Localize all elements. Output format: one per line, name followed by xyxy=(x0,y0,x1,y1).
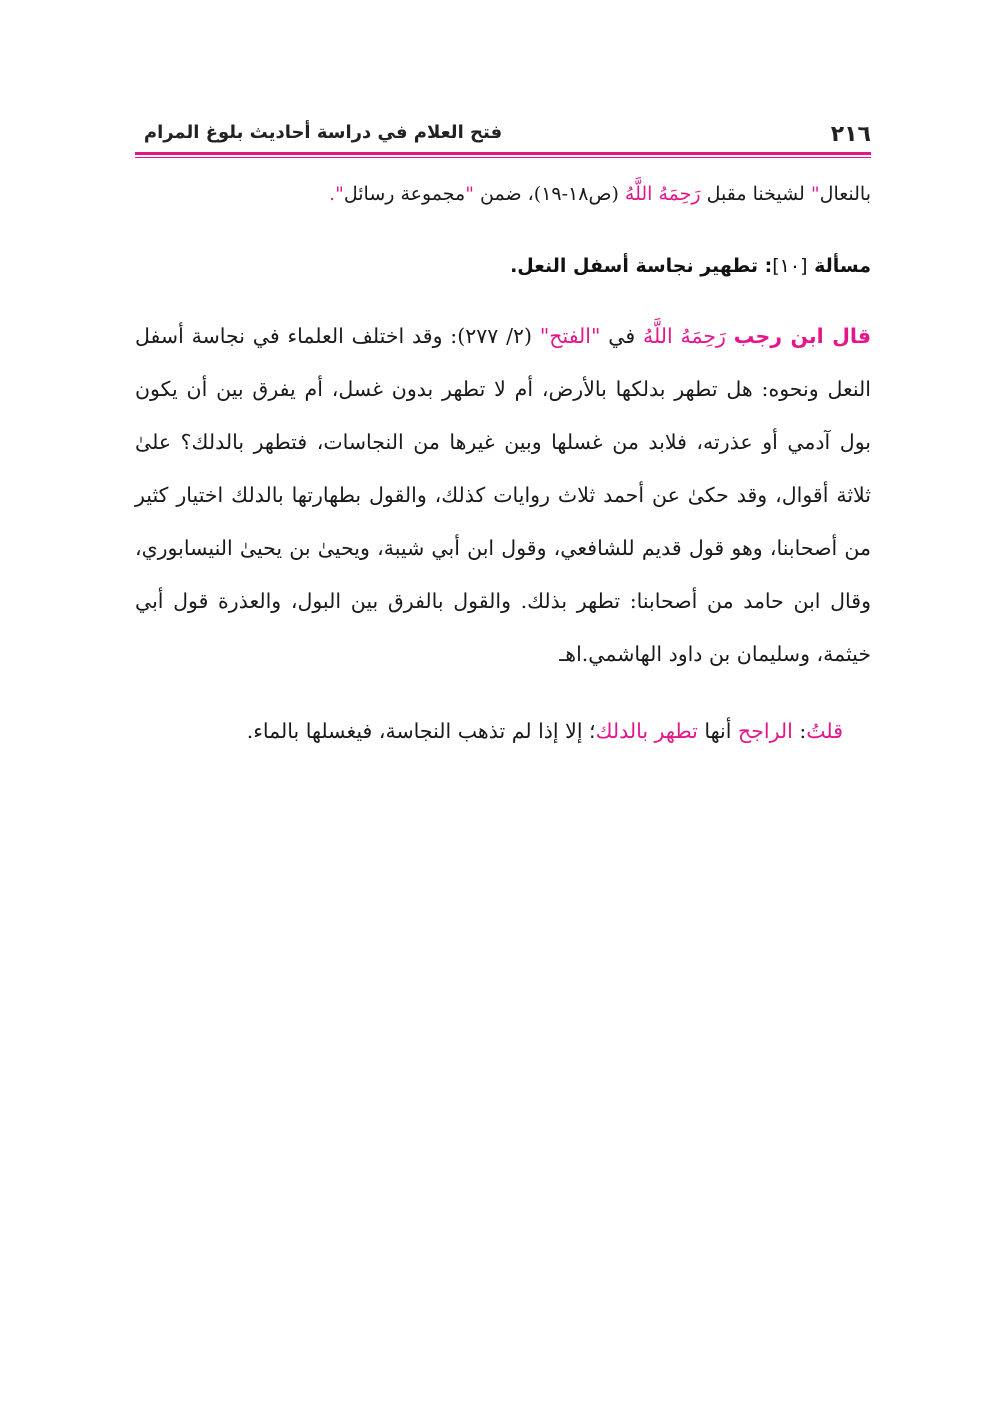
page-header xyxy=(135,118,871,152)
quote-mark-close: " xyxy=(810,183,820,205)
header-rule-thick xyxy=(135,152,871,155)
quote-paragraph xyxy=(135,310,871,681)
quote-text: : وقد اختلف العلماء في نجاسة أسفل النعل ونحوه: هل تطهر بدلكها بالأرض، أم لا تطهر بدون غسل، أم يفرق بين أن يكون بول آدمي أو عذرته، فلابد من غسلها وبين غيرها من النجاسات، فتطهر بالدلك؟ علىٰ ثلاثة أقوال، وقد حكىٰ عن أحمد ثلاث روايات كذلك، والقول بطهارتها بالدلك اختيار كثير من أصحابنا، وهو قول قديم للشافعي، وقول ابن أبي شيبة، ويحيىٰ بن يحيىٰ النيسابوري، وقال ابن حامد من أصحابنا: تطهر بذلك. والقول بالفرق بين البول، والعذرة قول أبي خيثمة، وسليمان بن داود الهاشمي.اهـ xyxy=(135,324,871,666)
quote-speaker: قال ابن رجب xyxy=(733,324,871,348)
conclusion-label: قلتُ xyxy=(806,719,843,743)
book-title: فتح العلام في دراسة أحاديث بلوغ المرام xyxy=(143,122,503,143)
heading-title: : تطهير نجاسة أسفل النعل. xyxy=(510,255,773,277)
heading-number: [١٠] xyxy=(772,255,808,277)
ref-part2: لشيخنا مقبل xyxy=(700,183,811,205)
quote-source: "الفتح" xyxy=(539,324,601,348)
conclusion-colon: : xyxy=(792,719,807,743)
ref-part3: (ص١٨-١٩)، ضمن xyxy=(473,183,625,205)
conclusion-rest: ؛ إلا إذا لم تذهب النجاسة، فيغسلها بالماء. xyxy=(246,719,596,743)
heading-label: مسألة xyxy=(807,255,871,277)
ref-book-name: مجموعة رسائل xyxy=(343,183,466,205)
conclusion-middle: أنها xyxy=(697,719,738,743)
quote-mark-open: " xyxy=(465,183,474,205)
quote-mark-end: ". xyxy=(329,183,344,205)
honorific-symbol: رَحِمَهُ اللَّهُ xyxy=(624,183,701,205)
quote-honorific: رَحِمَهُ اللَّهُ xyxy=(642,324,734,348)
quote-ref: (٢/ ٢٧٧) xyxy=(457,324,540,348)
header-rule-thin xyxy=(135,157,871,158)
conclusion-ruling: تطهر بالدلك xyxy=(595,719,698,743)
ref-word: بالنعال xyxy=(819,183,871,205)
conclusion-paragraph xyxy=(135,711,871,751)
conclusion-rajih: الراجح xyxy=(737,719,793,743)
reference-line xyxy=(135,172,871,216)
issue-heading xyxy=(135,246,871,286)
quote-fi: في xyxy=(600,324,643,348)
page-content xyxy=(135,172,871,751)
page-number: ٢١٦ xyxy=(830,122,871,147)
